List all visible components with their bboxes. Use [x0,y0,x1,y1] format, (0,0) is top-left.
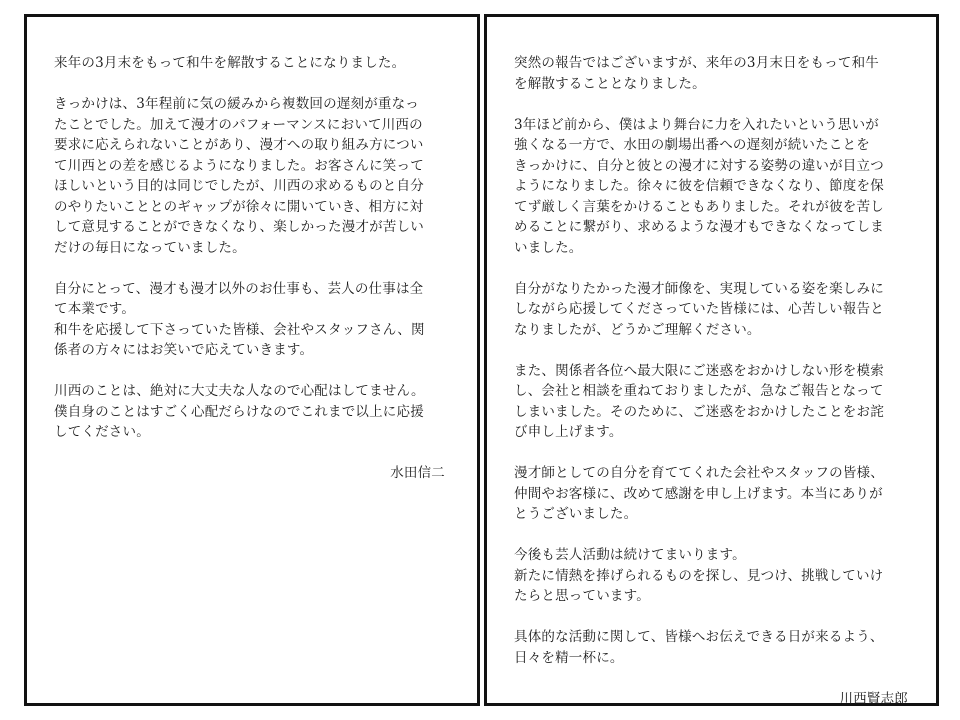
paragraph-line: を解散することとなりました。 [514,75,706,92]
paragraph-line: しまいました。そのために、ご迷惑をおかけしたことをお詫 [514,403,884,420]
paragraph-line: 川西のことは、絶対に大丈夫な人なので心配はしてません。 [54,383,425,399]
paragraph-line: めることに繋がり、求めるような漫才もできなくなってしま [514,219,884,235]
paragraph-line: ようになりました。徐々に彼を信頼できなくなり、節度を保 [514,178,884,194]
right-letter-body [514,53,916,709]
paragraph-line: また、関係者各位へ最大限にご迷惑をおかけしない形を模索 [514,362,884,379]
letter-paragraph [514,545,916,607]
paragraph-line: たことでした。加えて漫才のパフォーマンスにおいて川西の [54,116,423,133]
paragraph-line: たらと思っています。 [514,588,650,604]
paragraph-line: して意見することができなくなり、楽しかった漫才が苦しい [54,219,424,235]
letter-paragraph [54,279,457,361]
paragraph-line: び申し上げます。 [514,424,623,440]
paragraph-line: 自分がなりたかった漫才師像を、実現している姿を楽しみに [514,280,884,297]
paragraph-line: 具体的な活動に関して、皆様へお伝えできる日が来るよう、 [514,629,884,645]
letter-paragraph [514,279,916,341]
paragraph-line: 日々を精一杯に。 [514,649,624,666]
paragraph-line: だけの毎日になっていました。 [54,239,246,256]
paragraph-line: 自分にとって、漫才も漫才以外のお仕事も、芸人の仕事は全 [54,280,424,297]
paragraph-line: て川西との差を感じるようになりました。お客さんに笑って [54,157,424,174]
paragraph-line: してください。 [54,424,150,440]
paragraph-line: 来年の3月末をもって和牛を解散することになりました。 [54,55,406,71]
paragraph-line: 今後も芸人活動は続けてまいります。 [514,547,746,563]
paragraph-line: 強くなる一方で、水田の劇場出番への遅刻が続いたことを [514,137,870,153]
letter-paragraph [514,361,916,443]
right-letter-panel [484,14,939,706]
paragraph-line: 僕自身のことはすごく心配だらけなのでこれまで以上に応援 [54,403,424,420]
paragraph-line: 仲間やお客様に、改めて感謝を申し上げます。本当にありが [514,485,883,502]
paragraph-line: 漫才師としての自分を育ててくれた会社やスタッフの皆様、 [514,465,884,481]
paragraph-line: て本業です。 [54,301,136,317]
paragraph-line: とうございました。 [514,506,638,522]
letter-paragraph [514,53,916,94]
letter-paragraph [54,94,457,258]
paragraph-line: 3年ほど前から、僕はより舞台に力を入れたいという思いが [514,116,879,133]
paragraph-line: 要求に応えられないことがあり、漫才への取り組み方につい [54,137,424,153]
paragraph-line: なりましたが、どうかご理解ください。 [514,321,761,338]
letter-paragraph [514,463,916,525]
paragraph-line: きっかけは、3年程前に気の緩みから複数回の遅刻が重なっ [54,96,419,112]
paragraph-line: 係者の方々にはお笑いで応えていきます。 [54,342,314,358]
letter-paragraph [514,627,916,668]
paragraph-line: ほしいという目的は同じでしたが、川西の求めるものと自分 [54,178,424,194]
paragraph-line: きっかけに、自分と彼との漫才に対する姿勢の違いが目立つ [514,157,884,174]
signature: 水田信二 [390,465,445,481]
paragraph-line: し、会社と相談を重ねておりましたが、急なご報告となって [514,383,884,399]
left-letter-panel [24,14,480,706]
paragraph-line: 突然の報告ではございますが、来年の3月末日をもって和牛 [514,55,879,71]
paragraph-line: てず厳しく言葉をかけることもありました。それが彼を苦し [514,198,884,215]
letter-paragraph [514,115,916,259]
paragraph-line: 和牛を応援して下さっていた皆様、会社やスタッフさん、関 [54,321,425,338]
signature: 川西賢志郎 [839,690,908,707]
letter-paragraph [54,381,457,443]
left-letter-body [54,53,457,484]
paragraph-line: のやりたいこととのギャップが徐々に開いていき、相方に対 [54,198,424,215]
paragraph-line: しながら応援してくださっていた皆様には、心苦しい報告と [514,301,884,317]
letter-paragraph [54,53,457,74]
paragraph-line: 新たに情熱を捧げられるものを探し、見つけ、挑戦していけ [514,567,884,584]
paragraph-line: いました。 [514,239,583,256]
